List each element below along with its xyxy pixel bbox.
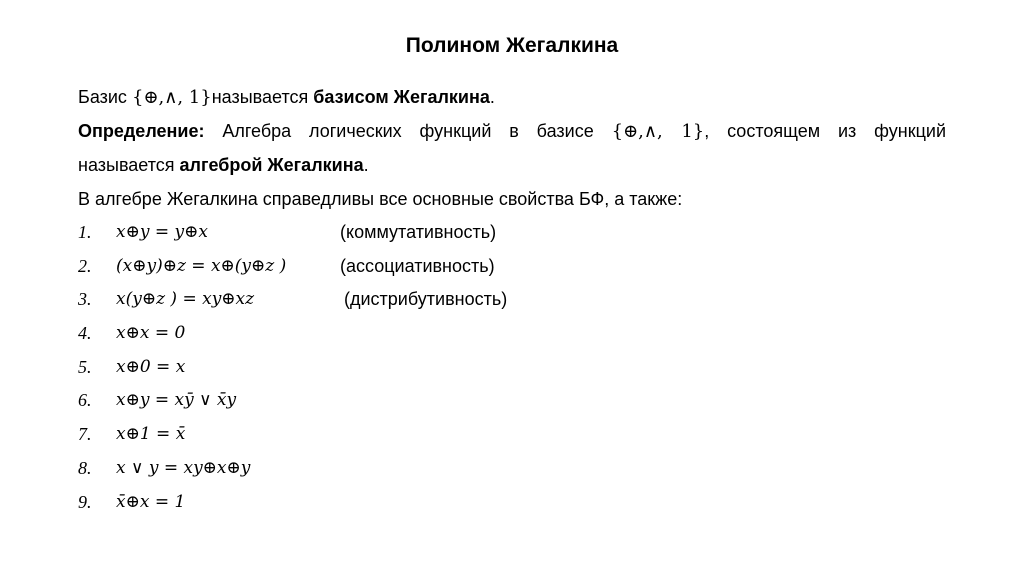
property-formula: x⊕x = 0 bbox=[116, 323, 186, 344]
property-formula: x̄⊕x = 1 bbox=[116, 491, 186, 512]
property-number: 7. bbox=[78, 424, 92, 445]
property-formula: x⊕y = xȳ ∨ x̄y bbox=[116, 390, 237, 411]
property-formula: x ∨ y = xy⊕x⊕y bbox=[116, 457, 251, 478]
property-item bbox=[78, 486, 946, 520]
definition-text-1: Алгебра логических функций в базисе bbox=[204, 121, 612, 141]
basis-mid: называется bbox=[211, 87, 314, 107]
definition-cont-prefix: называется bbox=[78, 155, 180, 175]
property-item bbox=[78, 418, 946, 452]
property-item bbox=[78, 283, 946, 317]
property-item bbox=[78, 216, 946, 250]
property-formula: x(y⊕z ) = xy⊕xz bbox=[116, 289, 255, 310]
property-number: 2. bbox=[78, 255, 92, 276]
property-number: 1. bbox=[78, 222, 92, 242]
property-item bbox=[78, 452, 946, 486]
paragraph-definition-continued bbox=[78, 148, 946, 182]
property-item bbox=[78, 317, 946, 351]
property-item bbox=[78, 351, 946, 385]
property-note: (коммутативность) bbox=[340, 222, 497, 242]
property-number: 9. bbox=[78, 491, 92, 512]
definition-cont-suffix: . bbox=[363, 155, 369, 175]
property-note: (дистрибутивность) bbox=[344, 289, 508, 310]
property-number: 8. bbox=[78, 457, 92, 478]
basis-set: {⊕,∧, 1} bbox=[131, 87, 212, 108]
property-formula: (x⊕y)⊕z = x⊕(y⊕z ) bbox=[116, 255, 287, 276]
paragraph-properties-intro: В алгебре Жегалкина справедливы все основные свойства БФ, а также: bbox=[78, 189, 683, 209]
property-formula: x⊕y = y⊕x bbox=[116, 222, 208, 242]
basis-prefix: Базис bbox=[78, 87, 132, 107]
definition-basis-set: {⊕,∧, 1} bbox=[611, 121, 705, 142]
property-formula: x⊕1 = x̄ bbox=[116, 424, 186, 445]
definition-term: алгеброй Жегалкина bbox=[179, 155, 364, 175]
slide-content bbox=[78, 80, 946, 519]
paragraph-definition bbox=[78, 114, 946, 148]
property-note: (ассоциативность) bbox=[340, 255, 495, 276]
definition-label: Определение: bbox=[78, 121, 205, 141]
property-formula: x⊕0 = x bbox=[116, 356, 186, 377]
basis-suffix: . bbox=[489, 87, 495, 107]
property-item bbox=[78, 250, 946, 284]
properties-list bbox=[78, 216, 946, 519]
property-item bbox=[78, 384, 946, 418]
property-number: 4. bbox=[78, 323, 92, 344]
definition-text-2: , состоящем из функций bbox=[704, 121, 946, 141]
basis-term: базисом Жегалкина bbox=[313, 87, 490, 107]
paragraph-basis bbox=[78, 80, 946, 114]
property-number: 5. bbox=[78, 356, 92, 377]
property-number: 3. bbox=[78, 289, 92, 310]
property-number: 6. bbox=[78, 390, 92, 411]
slide-title: Полином Жегалкина bbox=[405, 34, 619, 57]
